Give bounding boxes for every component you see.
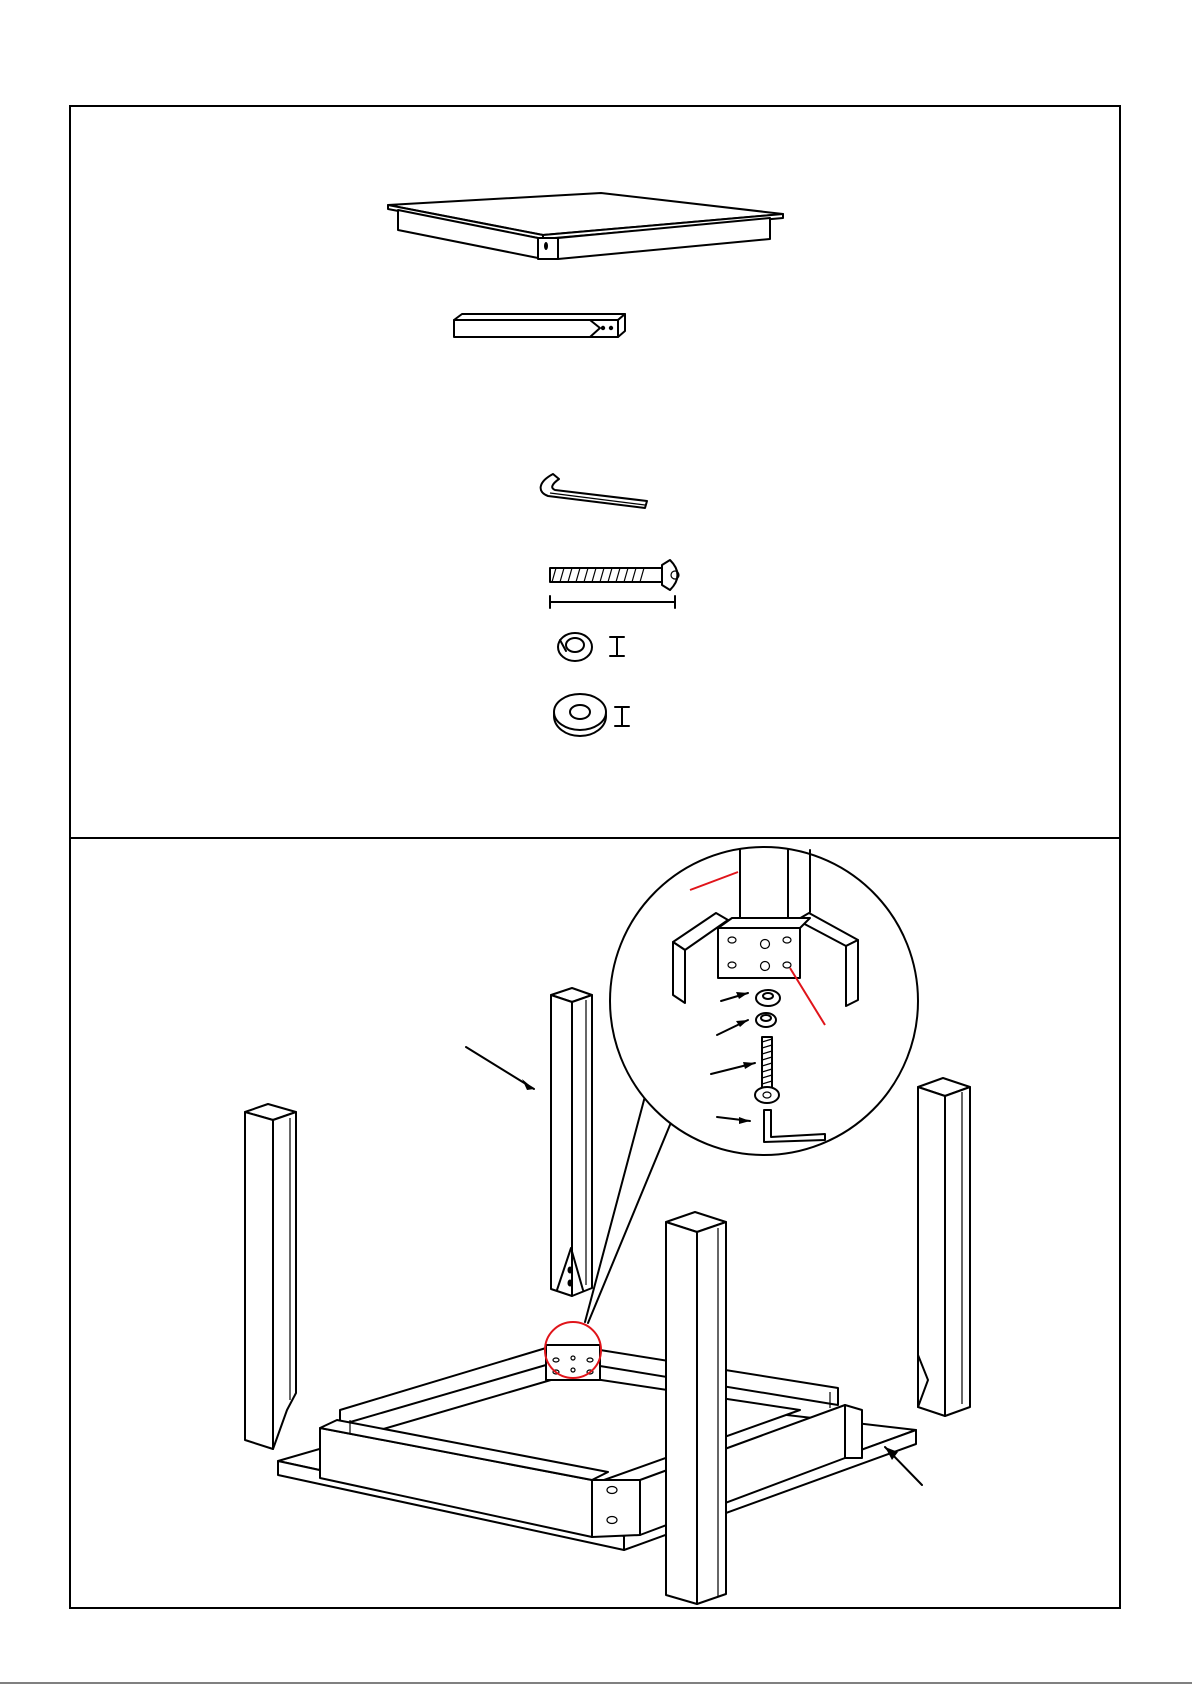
back-corner-bracket bbox=[545, 1322, 601, 1380]
leg-icon bbox=[454, 314, 625, 337]
flat-washer-icon bbox=[554, 694, 629, 736]
leg-right bbox=[918, 1078, 970, 1416]
front-corner-bracket bbox=[592, 1480, 640, 1537]
table-top-icon bbox=[388, 193, 783, 259]
bolt-icon bbox=[550, 560, 679, 608]
leg-left bbox=[245, 1104, 296, 1449]
leg-front bbox=[666, 1212, 726, 1604]
hex-key-icon bbox=[541, 474, 647, 508]
spring-washer-icon bbox=[558, 633, 624, 661]
leg-back bbox=[551, 988, 592, 1296]
footer-text bbox=[1020, 1672, 1180, 1684]
bracket-detail-icon bbox=[610, 847, 918, 1155]
